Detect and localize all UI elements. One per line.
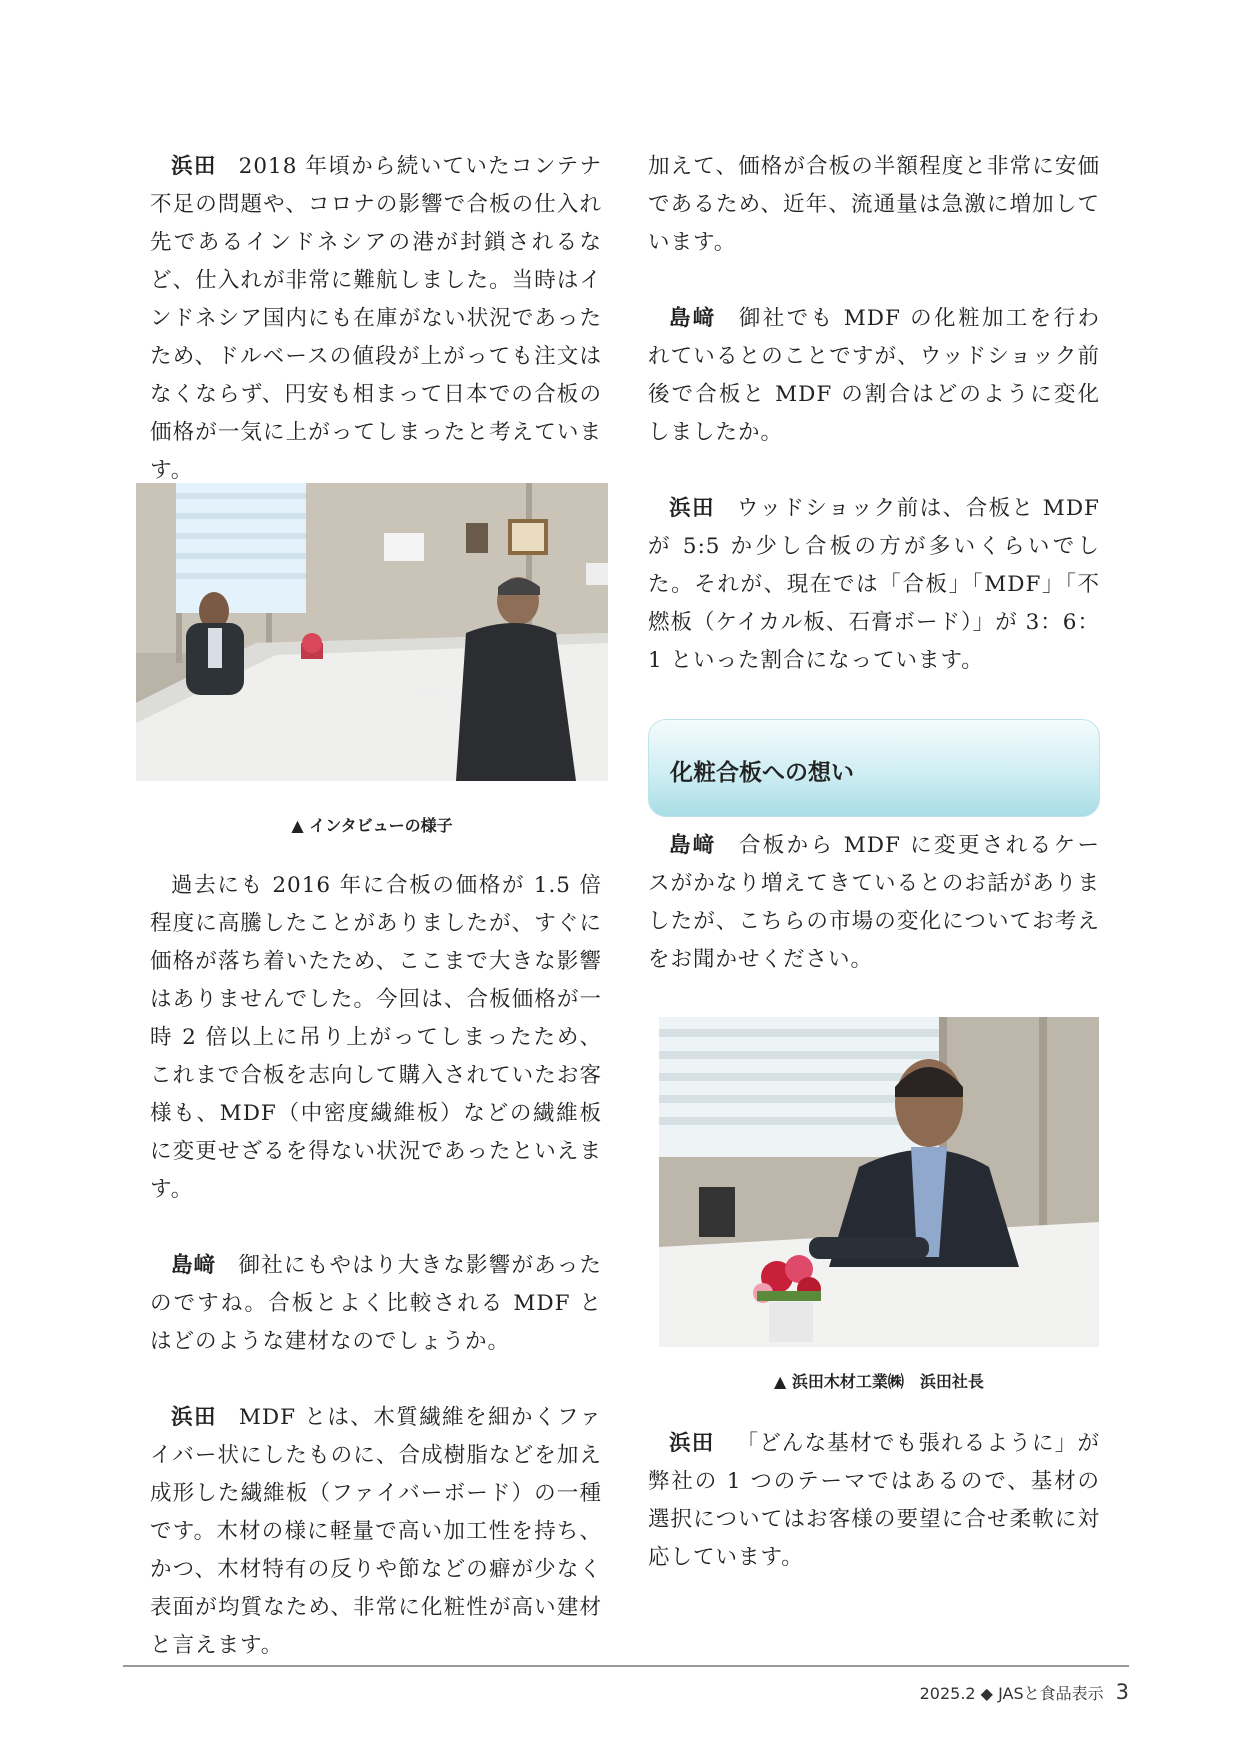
paragraph: [150, 148, 602, 490]
paragraph-text: 合板から MDF に変更されるケースがかなり増えてきているとのお話がありましたが、こちらの市場の変化についてお考えをお聞かせください。: [648, 833, 1100, 972]
page-number: 3: [1115, 1680, 1129, 1704]
right-column: [648, 148, 1100, 680]
footer-divider: [123, 1665, 1129, 1667]
right-column-lower: [648, 1425, 1100, 1577]
paragraph-text: MDF とは、木質繊維を細かくファイバー状にしたものに、合成樹脂などを加え成形した繊維板（ファイバーボード）の一種です。木材の様に軽量で高い加工性を持ち、かつ、木材特有の反りや節などの癖が少なく表面が均質なため、非常に化粧性が高い建材と言えます。: [150, 1405, 602, 1658]
paragraph: [648, 490, 1100, 680]
section-heading-text: 化粧合板への想い: [670, 760, 854, 786]
section-heading: [648, 719, 1100, 817]
photo-caption: ▲ インタビューの様子: [291, 816, 453, 835]
paragraph: [150, 867, 602, 1209]
speaker-name: 島﨑: [669, 833, 717, 858]
right-column-middle: [648, 827, 1100, 979]
footer-issue: 2025.2 ◆ JASと食品表示: [919, 1684, 1104, 1703]
paragraph-text: 御社でも MDF の化粧加工を行われているとのことですが、ウッドショック前後で合板と MDF の割合はどのように変化しましたか。: [648, 306, 1100, 445]
speaker-name: 浜田: [171, 154, 217, 179]
paragraph: [648, 1425, 1100, 1577]
left-column: [150, 148, 602, 490]
left-column-lower: [150, 867, 602, 1665]
photo-caption: ▲ 浜田木材工業㈱ 浜田社長: [774, 1372, 984, 1391]
paragraph-text: 御社にもやはり大きな影響があったのですね。合板とよく比較される MDF とはどのような建材なのでしょうか。: [150, 1253, 602, 1354]
paragraph: [648, 148, 1100, 262]
speaker-name: 島﨑: [171, 1253, 217, 1278]
paragraph-text: 加えて、価格が合板の半額程度と非常に安価であるため、近年、流通量は急激に増加しています。: [648, 154, 1100, 255]
paragraph-text: ウッドショック前は、合板と MDF が 5:5 か少し合板の方が多いくらいでした。それが、現在では「合板」「MDF」「不燃板（ケイカル板、石膏ボード）」が 3：6：1 といった割合になっています。: [648, 496, 1100, 673]
paragraph-text: 2018 年頃から続いていたコンテナ不足の問題や、コロナの影響で合板の仕入れ先であるインドネシアの港が封鎖されるなど、仕入れが非常に難航しました。当時はインドネシア国内にも在庫がない状況であったため、ドルベースの値段が上がっても注文はなくならず、円安も相まって日本での合板の価格が一気に上がってしまったと考えています。: [150, 154, 602, 483]
interview-photo: [136, 483, 608, 781]
paragraph: [150, 1399, 602, 1665]
paragraph-text: 過去にも 2016 年に合板の価格が 1.5 倍程度に高騰したことがありましたが、すぐに価格が落ち着いたため、ここまで大きな影響はありませんでした。今回は、合板価格が一時 2 倍以上に吊り上がってしまったため、これまで合板を志向して購入されていたお客様も、MDF（中密度繊維板）などの繊維板に変更せざるを得ない状況であったといえます。: [150, 873, 602, 1202]
speaker-name: 浜田: [171, 1405, 217, 1430]
page-footer: [920, 1680, 1129, 1704]
paragraph-text: 「どんな基材でも張れるように」が弊社の 1 つのテーマではあるので、基材の選択についてはお客様の要望に合せ柔軟に対応しています。: [648, 1431, 1100, 1570]
president-photo: [659, 1017, 1099, 1347]
speaker-name: 浜田: [669, 1431, 715, 1456]
paragraph: [150, 1247, 602, 1361]
speaker-name: 浜田: [669, 496, 715, 521]
paragraph: [648, 827, 1100, 979]
paragraph: [648, 300, 1100, 452]
speaker-name: 島﨑: [669, 306, 717, 331]
